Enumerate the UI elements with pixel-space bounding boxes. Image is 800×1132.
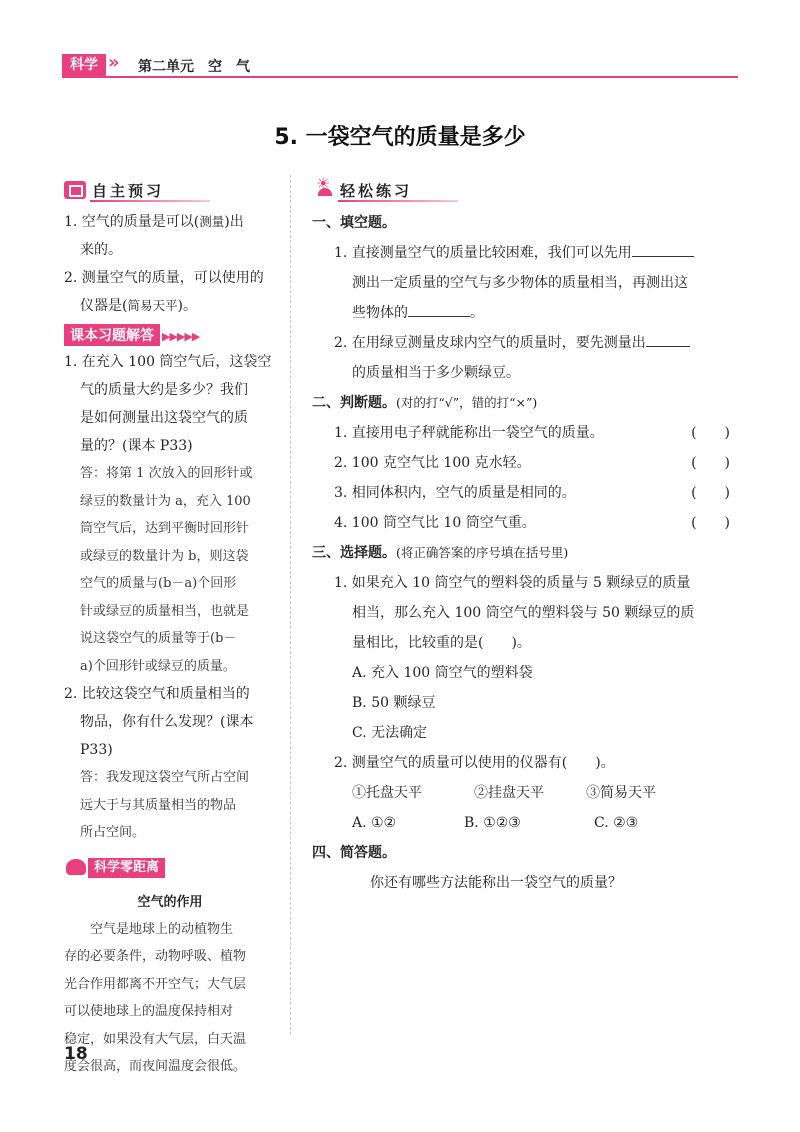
choice-2-options: A. ①② B. ①②③ C. ②③	[352, 815, 639, 831]
science-heading: 科学零距离	[64, 855, 276, 881]
page-number: 18	[64, 1044, 88, 1064]
judge-item-1: 1. 直接用电子秤就能称出一袋空气的质量。 ( )	[312, 418, 744, 448]
column-divider	[290, 175, 291, 1035]
right-column: ☀ 轻松练习 一、填空题。 1. 直接测量空气的质量比较困难，我们可以先用 测出一定质量的空气与多少物体的质量相当，再测出这 些物体的 。 2. 在用绿豆测量皮球内空气的质量时，要先测量出 的质量相当于多少颗绿豆。 二、判断题。(对的打“√”，错的打“×”) 1. 直接用电子秤就能称出一袋空气的质量。 ( ) 2. 100 克空气比 100 克水轻。 ( ) 3. 相同体积内，空气的质量是相同的。 ( ) 4. 100 筒空气比 10 筒空气重。 ( ) 三、选择题。(将正确答案的序号填在括号里) 1. 如果充入 10 筒空气的塑料袋的质量与 5 颗绿豆的质量 相当，那么充入 100 筒空气的塑料袋与 50 颗绿豆的质 量相比，比较重的是( )。 A. 充入 100 筒空气的塑料袋 B. 50 颗绿豆 C. 无法确定 2. 测量空气的质量可以使用的仪器有( )。 ①托盘天平 ②挂盘天平 ③简易天平 A. ①② B. ①②③ C. ②③ 四、简答题。 你还有哪些方法能称出一袋空气的质量？	[312, 178, 744, 898]
exercise-q1: 1. 在充入 100 筒空气后，这袋空 气的质量大约是多少？我们 是如何测量出这袋空气的质 量的？(课本 P33)	[64, 354, 272, 454]
science-paragraph: 空气是地球上的动植物生 存的必要条件，动物呼吸、植物 光合作用都离不开空气；大气层 可以使地球上的温度保持相对 稳定，如果没有大气层，白天温 度会很高，而夜间温度会很低。	[64, 921, 247, 1074]
answer-paren[interactable]: ( )	[691, 485, 730, 501]
choice-option-c: C. 无法确定	[352, 725, 428, 741]
preview-item-2-cont: 仪器是(简易天平)。	[80, 298, 197, 314]
part-choice-heading: 三、选择题。(将正确答案的序号填在括号里)	[312, 545, 569, 561]
practice-section-heading: ☀ 轻松练习	[312, 178, 744, 202]
judge-item-2: 2. 100 克空气比 100 克水轻。 ( )	[312, 448, 744, 478]
judge-item-3: 3. 相同体积内，空气的质量是相同的。 ( )	[312, 478, 744, 508]
judge-item-4: 4. 100 筒空气比 10 筒空气重。 ( )	[312, 508, 744, 538]
subject-tag: 科学	[62, 54, 106, 76]
part-judge-heading: 二、判断题。(对的打“√”，错的打“×”)	[312, 395, 538, 411]
fill-question-1: 1. 直接测量空气的质量比较困难，我们可以先用	[312, 238, 744, 268]
lesson-title: 5. 一袋空气的质量是多少	[274, 125, 526, 150]
answer-paren[interactable]: ( )	[691, 515, 730, 531]
preview-section-heading: 自主预习	[64, 178, 276, 202]
short-answer-question: 你还有哪些方法能称出一袋空气的质量？	[370, 875, 622, 891]
exercise-a2: 答：我发现这袋空气所占空间 远大于与其质量相当的物品 所占空间。	[80, 770, 250, 840]
answer-blank[interactable]	[408, 300, 470, 317]
page-header	[62, 50, 738, 76]
answer-blank[interactable]	[646, 330, 690, 347]
part-short-heading: 四、简答题。	[312, 845, 396, 861]
exercise-q2: 2. 比较这袋空气和质量相当的 物品，你有什么发现？(课本 P33)	[64, 686, 254, 758]
instrument-list: ①托盘天平 ②挂盘天平 ③简易天平	[352, 785, 656, 801]
arrows-icon: ▶▶▶▶▶	[162, 330, 200, 343]
part-fill-heading: 一、填空题。	[312, 215, 396, 231]
flask-icon	[66, 859, 86, 875]
choice-option-a: A. 充入 100 筒空气的塑料袋	[352, 665, 533, 681]
science-subtitle: 空气的作用	[137, 894, 203, 910]
exercise-heading: 课本习题解答 ▶▶▶▶▶	[64, 324, 276, 346]
preview-item-1-cont: 来的。	[80, 242, 122, 258]
unit-title: 第二单元 空 气	[138, 59, 250, 75]
book-icon	[64, 181, 86, 199]
choice-question-1: 1. 如果充入 10 筒空气的塑料袋的质量与 5 颗绿豆的质量	[334, 575, 691, 591]
choice-option-b: B. 50 颗绿豆	[352, 695, 436, 711]
preview-item-1: 1. 空气的质量是可以(测量)出	[64, 214, 244, 230]
answer-blank[interactable]	[632, 240, 694, 257]
preview-item-2: 2. 测量空气的质量，可以使用的	[64, 270, 264, 286]
choice-question-2: 2. 测量空气的质量可以使用的仪器有( )。	[334, 755, 615, 771]
fill-question-2: 2. 在用绿豆测量皮球内空气的质量时，要先测量出	[312, 328, 744, 358]
sunrise-icon	[312, 178, 338, 200]
answer-paren[interactable]: ( )	[691, 455, 730, 471]
header-rule	[62, 76, 738, 78]
double-chevron-icon: »	[108, 52, 120, 73]
answer-paren[interactable]: ( )	[691, 425, 730, 441]
left-column	[64, 178, 276, 1081]
exercise-a1: 答：将第 1 次放入的回形针或 绿豆的数量计为 a，充入 100 筒空气后，达到平衡时回形针 或绿豆的数量计为 b，则这袋 空气的质量与(b－a)个回形 针或绿豆的质量相当，也就是 说这袋空气的质量等于(b－ a)个回形针或绿豆的质量。	[80, 466, 253, 674]
